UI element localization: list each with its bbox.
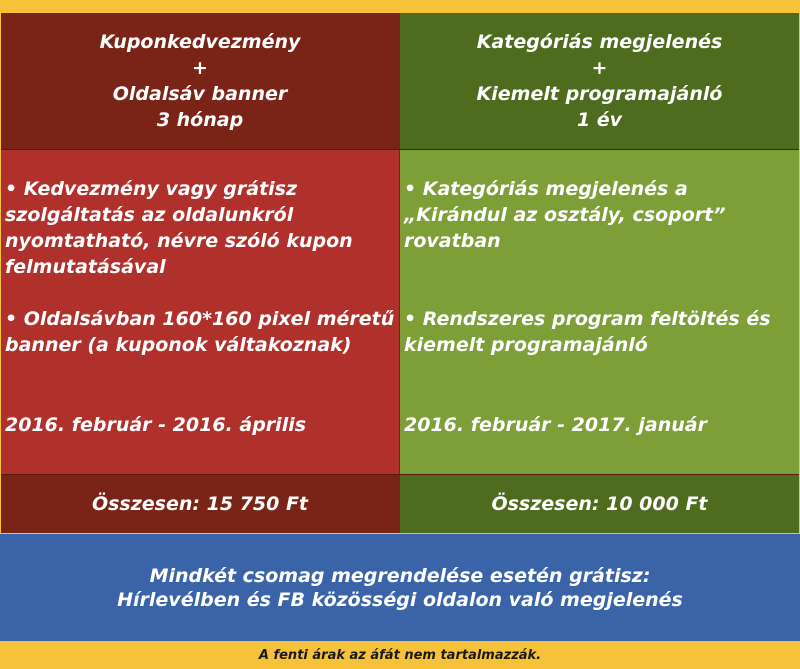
vat-footnote: A fenti árak az áfát nem tartalmazzák. [258, 647, 542, 663]
right-item1-line: • Kategóriás megjelenés a [404, 178, 688, 200]
right-item1-line: rovatban [404, 230, 501, 252]
left-item2-line: banner (a kuponok váltakoznak) [5, 334, 352, 356]
right-package-details [400, 150, 799, 475]
right-package-title-plus: + [591, 57, 608, 79]
right-package-title-line: Kiemelt programajánló [476, 83, 723, 105]
left-package-total [1, 475, 400, 533]
left-item2-line: • Oldalsávban 160*160 pixel méretű [5, 308, 395, 330]
left-package-duration: 3 hónap [156, 109, 244, 131]
left-package-header [1, 13, 400, 150]
right-package-total [400, 475, 799, 533]
left-package-date: 2016. február - 2016. április [5, 414, 307, 436]
left-item1-line: felmutatásával [5, 256, 166, 278]
right-package-date: 2016. február - 2017. január [404, 414, 707, 436]
left-item1-line: • Kedvezmény vagy grátisz [5, 178, 298, 200]
left-package-title-line: Oldalsáv banner [112, 83, 288, 105]
left-package-title-plus: + [192, 57, 208, 79]
left-package-details [1, 150, 400, 475]
right-item2-line: • Rendszeres program feltöltés és [404, 308, 771, 330]
left-total-text: Összesen: 15 750 Ft [91, 493, 309, 515]
right-package-header [400, 13, 799, 150]
right-item1-line: „Kirándul az osztály, csoport” [404, 204, 726, 226]
right-item2-line: kiemelt programajánló [404, 334, 648, 356]
bonus-line: Hírlevélben és FB közösségi oldalon való megjelenés [117, 588, 683, 611]
left-package-title-line: Kuponkedvezmény [99, 31, 301, 53]
right-package-title-line: Kategóriás megjelenés [476, 31, 723, 53]
left-item1-line: nyomtatható, névre szóló kupon [5, 230, 353, 252]
price-table [1, 13, 799, 533]
bonus-banner [0, 534, 800, 641]
bonus-line: Mindkét csomag megrendelése esetén grátisz: [149, 564, 651, 587]
right-package-duration: 1 év [576, 109, 623, 131]
left-item1-line: szolgáltatás az oldalunkról [5, 204, 294, 226]
right-total-text: Összesen: 10 000 Ft [491, 493, 708, 515]
